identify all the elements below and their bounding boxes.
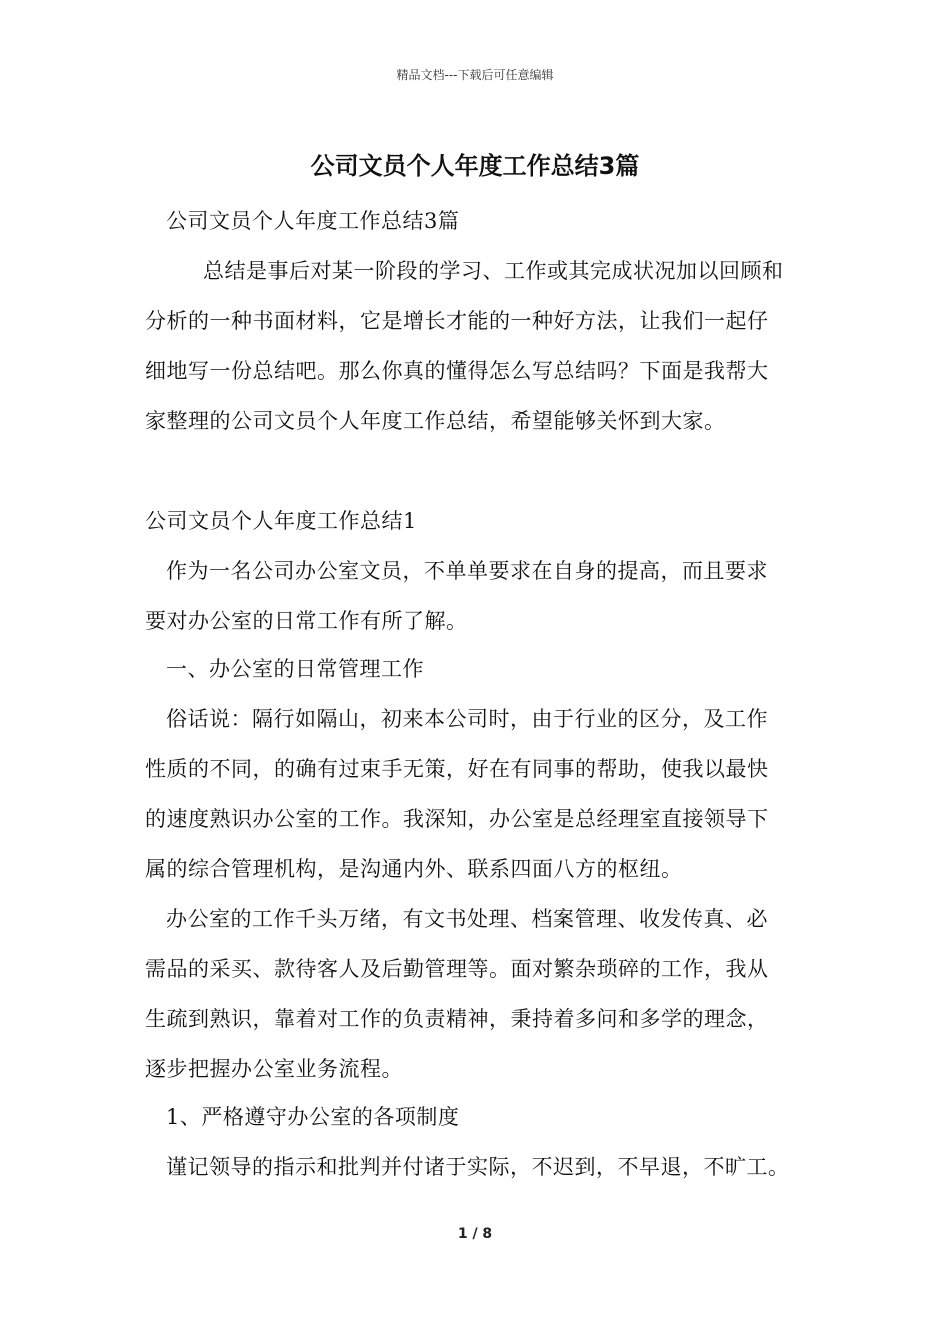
paragraph-line: 逐步把握办公室业务流程。 [145, 1057, 403, 1081]
subheading-office-rules: 1、严格遵守办公室的各项制度 [166, 1105, 460, 1129]
paragraph-line: 需品的采买、款待客人及后勤管理等。面对繁杂琐碎的工作，我从 [145, 957, 769, 981]
paragraph-line: 的速度熟识办公室的工作。我深知，办公室是总经理室直接领导下 [145, 807, 769, 831]
paragraph-line: 俗话说：隔行如隔山，初来本公司时，由于行业的区分，及工作 [166, 707, 768, 731]
document-title: 公司文员个人年度工作总结3篇 [310, 152, 640, 180]
subtitle-line: 公司文员个人年度工作总结3篇 [166, 209, 460, 233]
paragraph-line: 性质的不同，的确有过束手无策，好在有同事的帮助，使我以最快 [145, 757, 769, 781]
paragraph-line: 谨记领导的指示和批判并付诸于实际，不迟到，不早退，不旷工。 [166, 1155, 790, 1179]
paragraph-line: 生疏到熟识，靠着对工作的负责精神，秉持着多问和多学的理念， [145, 1007, 769, 1031]
paragraph-line: 作为一名公司办公室文员，不单单要求在自身的提高，而且要求 [166, 559, 768, 583]
section-heading-1: 公司文员个人年度工作总结1 [145, 509, 417, 533]
intro-line-1: 总结是事后对某一阶段的学习、工作或其完成状况加以回顾和 [203, 259, 784, 283]
paragraph-line: 属的综合管理机构，是沟通内外、联系四面八方的枢纽。 [145, 857, 683, 881]
paragraph-line: 办公室的工作千头万绪，有文书处理、档案管理、收发传真、必 [166, 907, 768, 931]
intro-line-2: 分析的一种书面材料，它是增长才能的一种好方法，让我们一起仔 [145, 309, 769, 333]
page-header: 精品文档---下载后可任意编辑 [396, 68, 554, 82]
page-number: 1 / 8 [457, 1226, 493, 1242]
subheading-office-management: 一、办公室的日常管理工作 [166, 657, 424, 681]
paragraph-line: 要对办公室的日常工作有所了解。 [145, 609, 468, 633]
intro-line-4: 家整理的公司文员个人年度工作总结，希望能够关怀到大家。 [145, 409, 726, 433]
intro-line-3: 细地写一份总结吧。那么你真的懂得怎么写总结吗？下面是我帮大 [145, 359, 769, 383]
